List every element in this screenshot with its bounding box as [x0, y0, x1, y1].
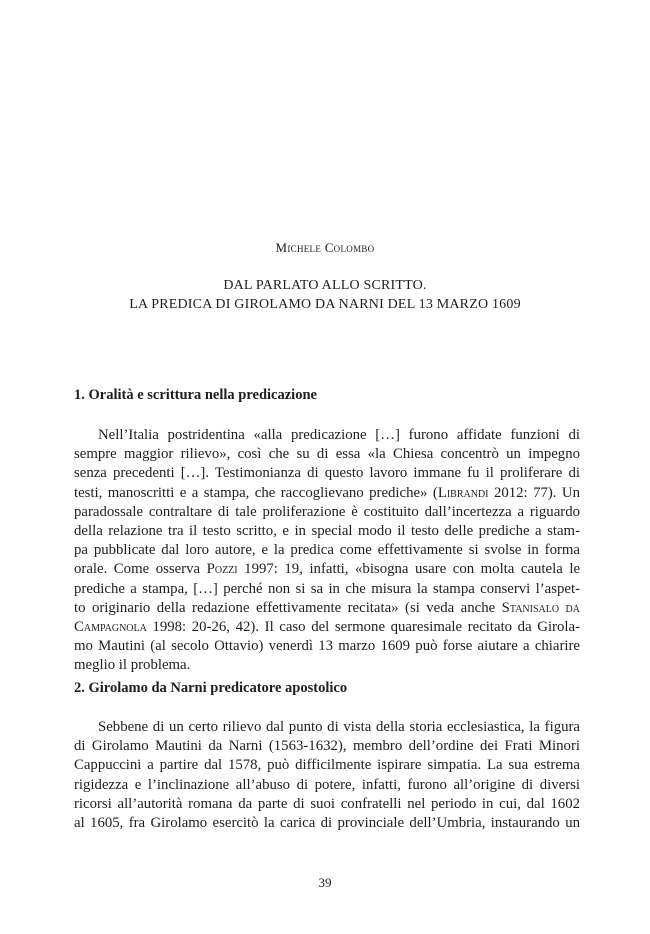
text-line: Nell’Italia postridentina «alla predicazione […] furono affidate funzioni di	[98, 427, 580, 443]
text-line: rigidezza e l’inclinazione all’abuso di potere, infatti, furono all’origine di diversi	[74, 776, 580, 793]
text-line: Cappuccini a partire dal 1578, può difficilmente ispirare simpatia. La sua estrema	[74, 757, 580, 774]
text-segment: testi, manoscritti e a stampa, che raccoglievano prediche» (	[74, 484, 438, 501]
author-citation: Stanisalo da	[501, 599, 580, 616]
text-line: di Girolamo Mautini da Narni (1563-1632), membro dell’ordine dei Frati Minori	[74, 738, 580, 755]
text-segment: to originario della redazione effettivamente recitata» (si veda anche	[74, 599, 502, 616]
text-line	[74, 484, 580, 503]
text-line: mo Mautini (al secolo Ottavio) venerdì 13 marzo 1609 può forse aiutare a chiarire	[74, 638, 580, 655]
text-segment: 1997: 19, infatti, «bisogna usare con molta cautela le	[237, 561, 580, 578]
text-line: paradossale contraltare di tale proliferazione è costituito dall’incertezza a riguardo	[74, 503, 580, 520]
author-citation: Librandi	[437, 484, 489, 501]
text-line: della relazione tra il testo scritto, e in special modo il testo delle prediche a stam-	[74, 522, 580, 539]
article-title	[0, 276, 650, 314]
text-line: ricorsi all’autorità romana da parte di suoi confratelli nel periodo in cui, dal 1602	[74, 795, 580, 812]
section-2-paragraph	[74, 718, 580, 833]
text-segment: orale. Come osserva	[74, 561, 207, 578]
author-citation: Campagnola	[74, 618, 147, 635]
author-name: Michele Colombo	[275, 240, 375, 255]
text-line: meglio il problema.	[74, 657, 191, 674]
section-1-paragraph	[74, 426, 580, 675]
text-line: prediche a stampa, […] perché non si sa in che misura la stampa conservi l’aspet-	[74, 580, 580, 597]
author-citation: Pozzi	[206, 561, 238, 578]
text-line: senza precedenti […]. Testimonianza di questo lavoro immane fu il proliferare di	[74, 465, 580, 482]
text-line: al 1605, fra Girolamo esercitò la carica di provinciale dell’Umbria, instaurando un	[74, 814, 580, 831]
text-line	[74, 560, 580, 579]
text-line	[74, 618, 580, 637]
text-line: Sebbene di un certo rilievo dal punto di vista della storia ecclesiastica, la figura	[98, 719, 580, 735]
section-heading-1: 1. Oralità e scrittura nella predicazione	[74, 387, 317, 403]
text-line	[74, 599, 580, 618]
page-number: 39	[318, 875, 332, 890]
text-segment: 1998: 20-26, 42). Il caso del sermone quaresimale recitato da Girola-	[146, 618, 580, 635]
text-line: sempre maggior rilievo», così che su di essa «la Chiesa concentrò un impegno	[74, 446, 580, 463]
section-heading-2: 2. Girolamo da Narni predicatore apostolico	[74, 680, 348, 696]
text-segment: 2012: 77). Un	[488, 484, 580, 501]
title-line-1: DAL PARLATO ALLO SCRITTO.	[223, 278, 427, 293]
title-line-2: LA PREDICA DI GIROLAMO DA NARNI DEL 13 MARZO 1609	[129, 297, 521, 312]
text-line: pa pubblicate dal loro autore, e la predica come effettivamente si svolse in forma	[74, 542, 580, 559]
